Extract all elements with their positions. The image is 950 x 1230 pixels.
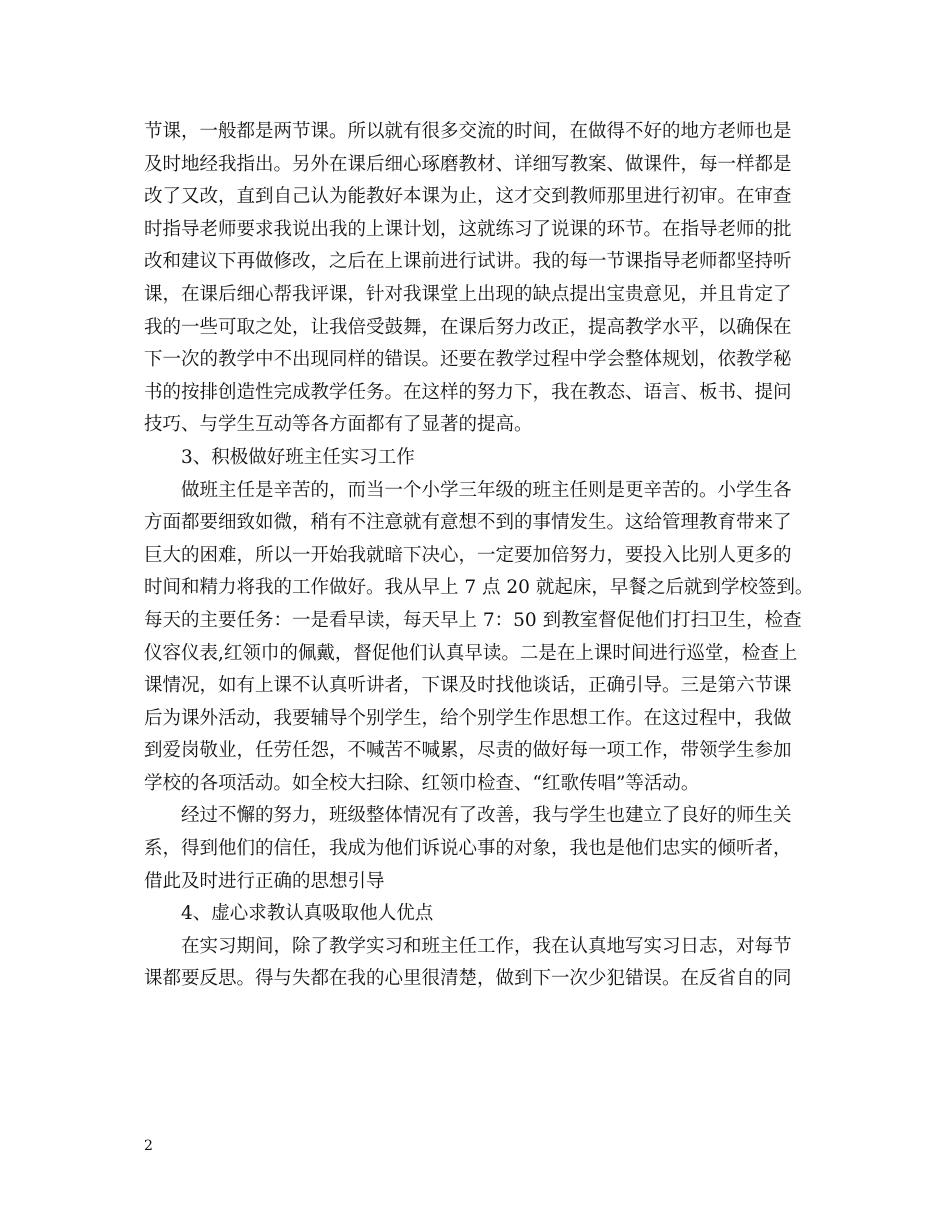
text-line: 仪容仪表,红领巾的佩戴，督促他们认真早读。二是在上课时间进行巡堂，检查上 <box>144 642 798 664</box>
text-line: 每天的主要任务：一是看早读，每天早上 7：50 到教室督促他们打扫卫生，检查 <box>144 609 802 631</box>
text-line: 学校的各项活动。如全校大扫除、红领巾检查、“红歌传唱”等活动。 <box>144 772 700 794</box>
page-number: 2 <box>144 1138 153 1154</box>
text-line: 4、虚心求教认真吸取他人优点 <box>181 903 434 925</box>
text-line: 时指导老师要求我说出我的上课计划，这就练习了说课的环节。在指导老师的批 <box>144 218 792 240</box>
text-line: 课情况，如有上课不认真听讲者，下课及时找他谈话，正确引导。三是第六节课 <box>144 675 792 697</box>
text-line: 系，得到他们的信任，我成为他们诉说心事的对象，我也是他们忠实的倾听者， <box>144 838 792 860</box>
text-line: 后为课外活动，我要辅导个别学生，给个别学生作思想工作。在这过程中，我做 <box>144 707 792 729</box>
text-line: 在实习期间，除了教学实习和班主任工作，我在认真地写实习日志，对每节 <box>181 935 792 957</box>
text-line: 3、积极做好班主任实习工作 <box>181 446 415 468</box>
text-line: 节课，一般都是两节课。所以就有很多交流的时间，在做得不好的地方老师也是 <box>144 121 792 142</box>
text-line: 改了又改，直到自己认为能教好本课为止，这才交到教师那里进行初审。在审查 <box>144 186 792 208</box>
text-line: 课都要反思。得与失都在我的心里很清楚，做到下一次少犯错误。在反省自的同 <box>144 968 792 990</box>
text-line: 技巧、与学生互动等各方面都有了显著的提高。 <box>144 414 533 436</box>
text-line: 时间和精力将我的工作做好。我从早上 7 点 20 就起床，早餐之后就到学校签到。 <box>144 577 814 599</box>
body-text <box>144 116 814 996</box>
text-line: 下一次的教学中不出现同样的错误。还要在教学过程中学会整体规划，依教学秘 <box>144 349 792 371</box>
text-line: 及时地经我指出。另外在课后细心琢磨教材、详细写教案、做课件，每一样都是 <box>144 153 792 175</box>
text-line: 书的按排创造性完成教学任务。在这样的努力下，我在教态、语言、板书、提问 <box>144 381 792 403</box>
text-line: 做班主任是辛苦的，而当一个小学三年级的班主任则是更辛苦的。小学生各 <box>181 479 792 501</box>
text-line: 我的一些可取之处，让我倍受鼓舞，在课后努力改正，提高教学水平，以确保在 <box>144 316 792 338</box>
text-line: 方面都要细致如微，稍有不注意就有意想不到的事情发生。这给管理教育带来了 <box>144 512 792 534</box>
text-line: 借此及时进行正确的思想引导 <box>144 870 385 892</box>
text-line: 到爱岗敬业，任劳任怨，不喊苦不喊累，尽责的做好每一项工作，带领学生参加 <box>144 740 792 762</box>
text-line: 课，在课后细心帮我评课，针对我课堂上出现的缺点提出宝贵意见，并且肯定了 <box>144 283 792 305</box>
text-line: 改和建议下再做修改，之后在上课前进行试讲。我的每一节课指导老师都坚持听 <box>144 251 792 273</box>
text-line: 巨大的困难，所以一开始我就暗下决心，一定要加倍努力，要投入比别人更多的 <box>144 544 792 566</box>
text-line: 经过不懈的努力，班级整体情况有了改善，我与学生也建立了良好的师生关 <box>181 805 792 827</box>
